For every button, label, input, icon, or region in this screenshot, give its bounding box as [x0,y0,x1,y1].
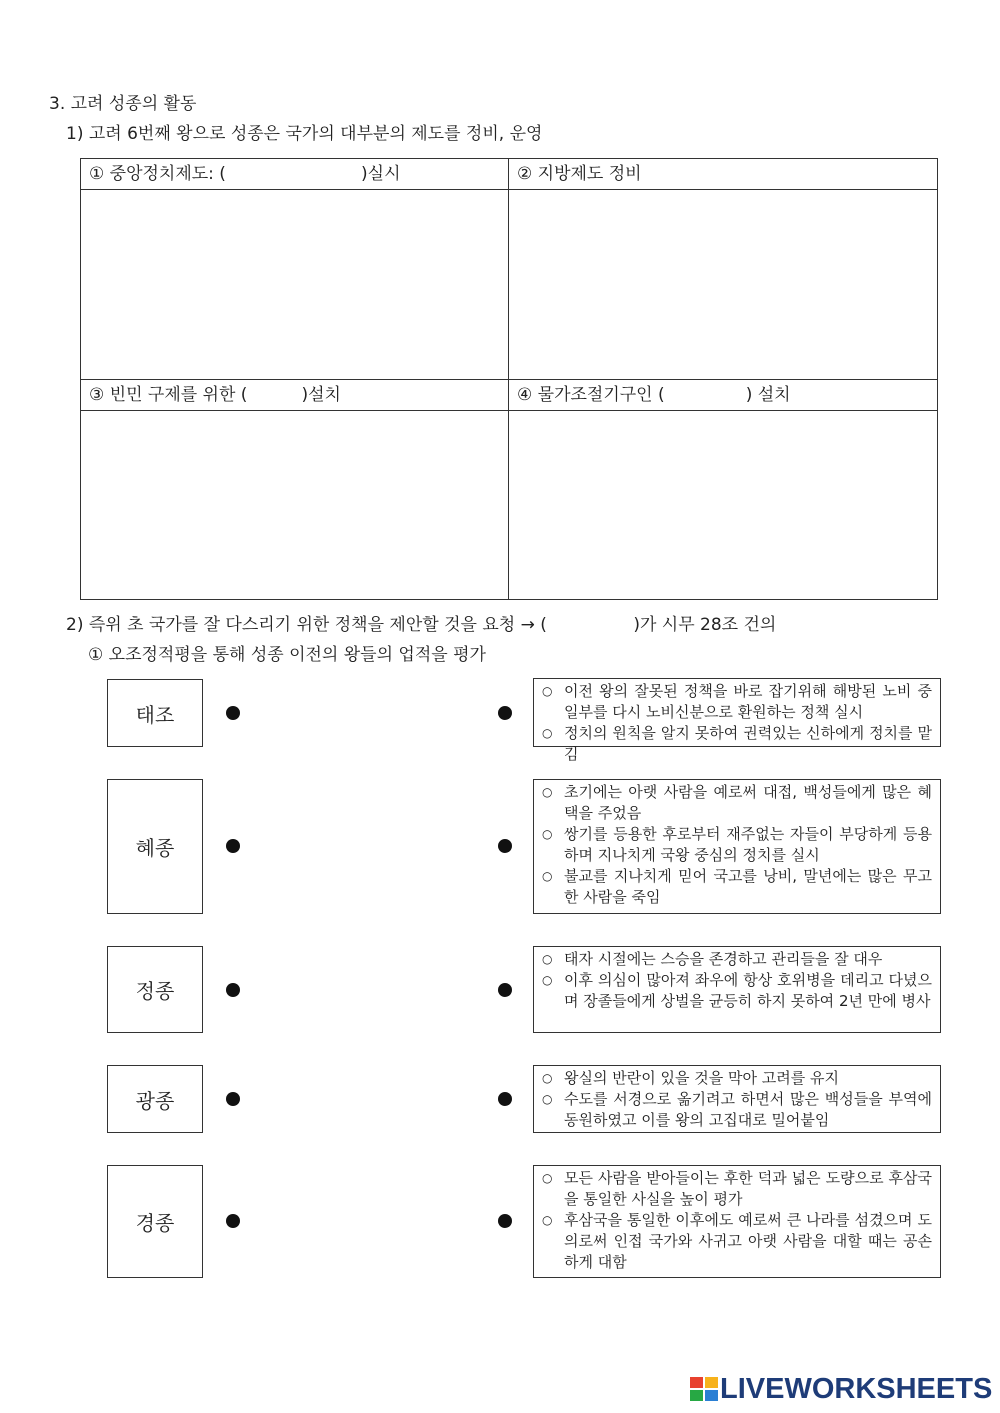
description-box [533,678,941,763]
king-name: 경종 [135,1211,175,1235]
description-box [533,1165,941,1278]
grid-cell-3 [80,379,509,600]
description-line: 모든 사람을 받아들이는 후한 덕과 넓은 도량으로 후삼국을 통일한 사실을 높이 평가 [564,1169,932,1208]
left-connector-dot[interactable] [226,983,240,997]
description-line: 초기에는 아랫 사람을 예로써 대접, 백성들에게 많은 혜택을 주었음 [564,783,932,822]
grid-cell-2 [508,158,938,380]
bullet-icon: ○ [542,684,553,698]
right-connector-dot[interactable] [498,839,512,853]
grid-cell-4 [508,379,938,600]
grid-cell-1 [80,158,509,380]
logo-text: LIVEWORKSHEETS [720,1372,993,1405]
king-box-jeongjong [107,946,203,1033]
bullet-icon: ○ [542,1171,553,1185]
grid-cell-2-label: ② 지방제도 정비 [509,159,937,190]
king-box-taejo [107,679,203,747]
right-connector-dot[interactable] [498,706,512,720]
grid-cell-1-label: ① 중앙정치제도: ( )실시 [81,159,508,190]
bullet-icon: ○ [542,1071,553,1085]
bullet-icon: ○ [542,952,553,966]
grid-cell-3-label: ③ 빈민 구제를 위한 ( )설치 [81,380,508,411]
logo-square-icon [705,1377,718,1388]
left-connector-dot[interactable] [226,706,240,720]
king-box-hyejong [107,779,203,914]
bullet-icon: ○ [542,827,553,841]
bullet-icon: ○ [542,973,553,987]
description-line: 태자 시절에는 스승을 존경하고 관리들을 잘 대우 [564,950,883,968]
description-line: 수도를 서경으로 옮기려고 하면서 많은 백성들을 부역에 동원하였고 이를 왕의 고집대로 밀어붙임 [564,1090,932,1129]
left-connector-dot[interactable] [226,1092,240,1106]
left-connector-dot[interactable] [226,1214,240,1228]
king-box-gyeongjong [107,1165,203,1278]
description-line: 후삼국을 통일한 이후에도 예로써 큰 나라를 섬겼으며 도의로써 인접 국가와 사귀고 아랫 사람을 대할 때는 공손하게 대함 [564,1211,932,1271]
part2-subheading: ① 오조정적평을 통해 성종 이전의 왕들의 업적을 평가 [88,645,486,665]
logo-square-icon [690,1390,703,1401]
bullet-icon: ○ [542,869,553,883]
king-name: 광종 [135,1088,175,1113]
description-line: 정치의 원칙을 알지 못하여 권력있는 신하에게 정치를 맡김 [564,724,932,763]
king-name: 정종 [135,979,175,1003]
description-line: 이전 왕의 잘못된 정책을 바로 잡기위해 해방된 노비 중 일부를 다시 노비신분으로 환원하는 정책 실시 [564,682,932,721]
description-line: 불교를 지나치게 믿어 국고를 낭비, 말년에는 많은 무고한 사람을 죽임 [564,867,932,906]
description-box [533,1065,941,1133]
part1-heading: 1) 고려 6번째 왕으로 성종은 국가의 대부분의 제도를 정비, 운영 [66,124,543,144]
logo-mark-icon [690,1377,718,1401]
king-name: 혜종 [135,836,175,860]
left-connector-dot[interactable] [226,839,240,853]
grid-cell-4-label: ④ 물가조절기구인 ( ) 설치 [509,380,937,411]
right-connector-dot[interactable] [498,1092,512,1106]
description-line: 왕실의 반란이 있을 것을 막아 고려를 유지 [564,1069,839,1087]
description-line: 쌍기를 등용한 후로부터 재주없는 자들이 부당하게 등용하며 지나치게 국왕 중심의 정치를 실시 [564,825,932,864]
description-line: 이후 의심이 많아져 좌우에 항상 호위병을 데리고 다녔으며 장졸들에게 상벌을 균등히 하지 못하여 2년 만에 병사 [564,971,932,1010]
right-connector-dot[interactable] [498,1214,512,1228]
king-box-gwangjong [107,1065,203,1133]
logo-square-icon [705,1390,718,1401]
bullet-icon: ○ [542,785,553,799]
logo-square-icon [690,1377,703,1388]
section-title: 3. 고려 성종의 활동 [49,94,197,114]
bullet-icon: ○ [542,1092,553,1106]
description-box [533,946,941,1033]
bullet-icon: ○ [542,726,553,740]
bullet-icon: ○ [542,1213,553,1227]
institution-grid [80,158,938,600]
right-connector-dot[interactable] [498,983,512,997]
description-box [533,779,941,914]
part2-heading: 2) 즉위 초 국가를 잘 다스리기 위한 정책을 제안할 것을 요청 → ( )가 시무 28조 건의 [66,615,777,635]
king-name: 태조 [135,702,175,727]
liveworksheets-logo [690,1374,992,1404]
